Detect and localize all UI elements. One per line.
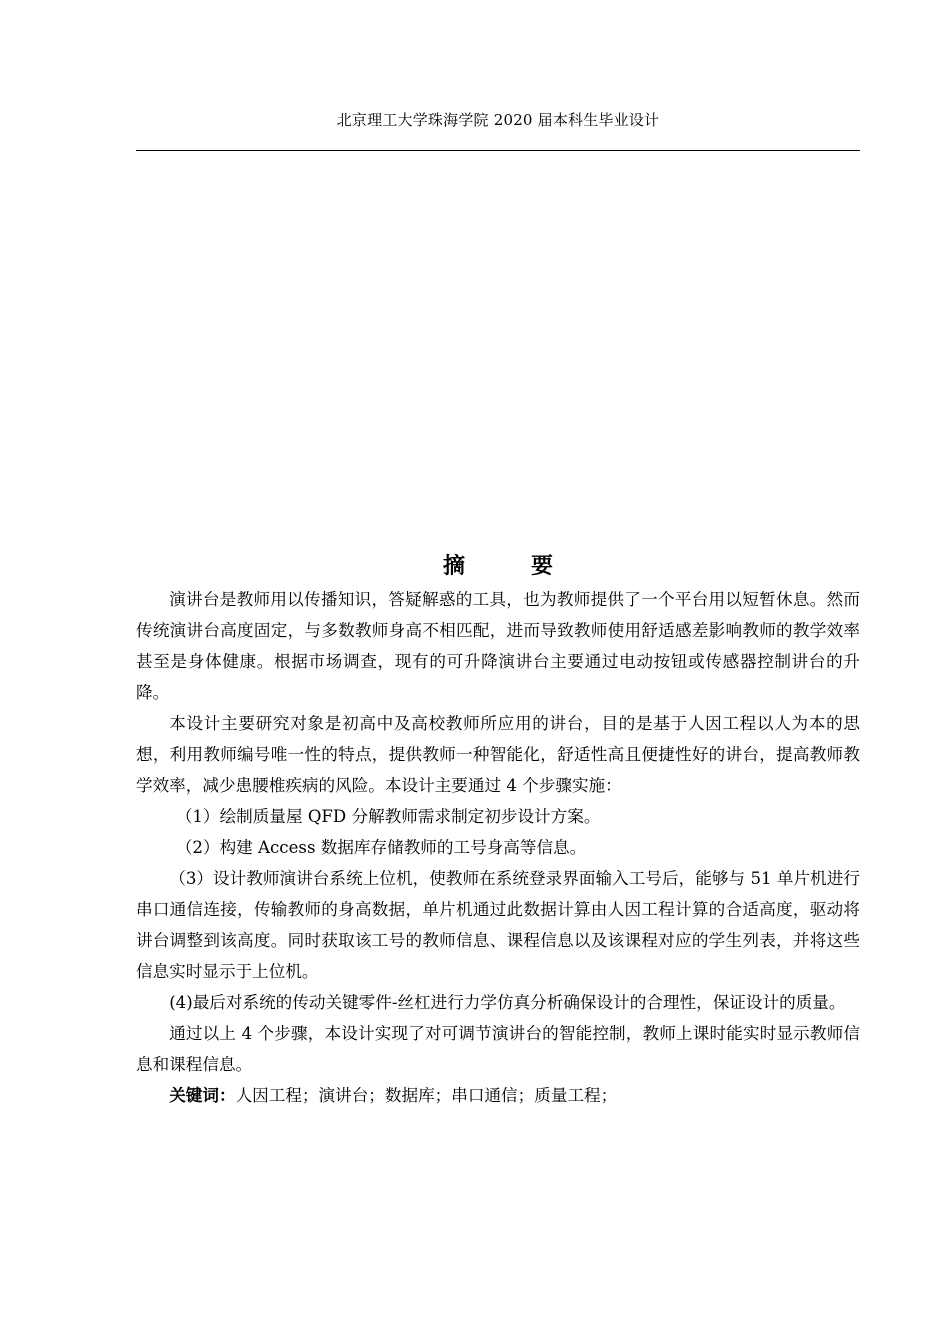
keywords-label: 关键词：	[169, 1086, 236, 1105]
abstract-paragraph-2: 本设计主要研究对象是初高中及高校教师所应用的讲台，目的是基于人因工程以人为本的思想，利用教师编号唯一性的特点，提供教师一种智能化，舒适性高且便捷性好的讲台，提高教师教学效率，减少患腰椎疾病的风险。本设计主要通过 4 个步骤实施：	[136, 714, 860, 795]
step-4: (4)最后对系统的传动关键零件-丝杠进行力学仿真分析确保设计的合理性，保证设计的质量。	[169, 993, 846, 1012]
step-1: （1）绘制质量屋 QFD 分解教师需求制定初步设计方案。	[175, 807, 601, 826]
keywords-list: 人因工程；演讲台；数据库；串口通信；质量工程；	[235, 1086, 618, 1105]
step-2: （2）构建 Access 数据库存储教师的工号身高等信息。	[175, 838, 587, 857]
abstract-paragraph-1: 演讲台是教师用以传播知识，答疑解惑的工具，也为教师提供了一个平台用以短暂休息。然而传统演讲台高度固定，与多数教师身高不相匹配，进而导致教师使用舒适感差影响教师的教学效率甚至是身体健康。根据市场调查，现有的可升降演讲台主要通过电动按钮或传感器控制讲台的升降。	[136, 590, 860, 702]
abstract-title: 摘 要	[442, 554, 575, 579]
step-3: （3）设计教师演讲台系统上位机，使教师在系统登录界面输入工号后，能够与 51 单片机进行串口通信连接，传输教师的身高数据，单片机通过此数据计算由人因工程计算的合适高度，驱动将讲台调整到该高度。同时获取该工号的教师信息、课程信息以及该课程对应的学生列表，并将这些信息实时显示于上位机。	[136, 869, 860, 981]
abstract-body	[136, 584, 860, 1111]
header-rule	[136, 150, 860, 151]
abstract-conclusion: 通过以上 4 个步骤，本设计实现了对可调节演讲台的智能控制，教师上课时能实时显示教师信息和课程信息。	[136, 1024, 860, 1074]
page-header: 北京理工大学珠海学院 2020 届本科生毕业设计	[336, 111, 660, 129]
keywords-line	[136, 1080, 860, 1111]
